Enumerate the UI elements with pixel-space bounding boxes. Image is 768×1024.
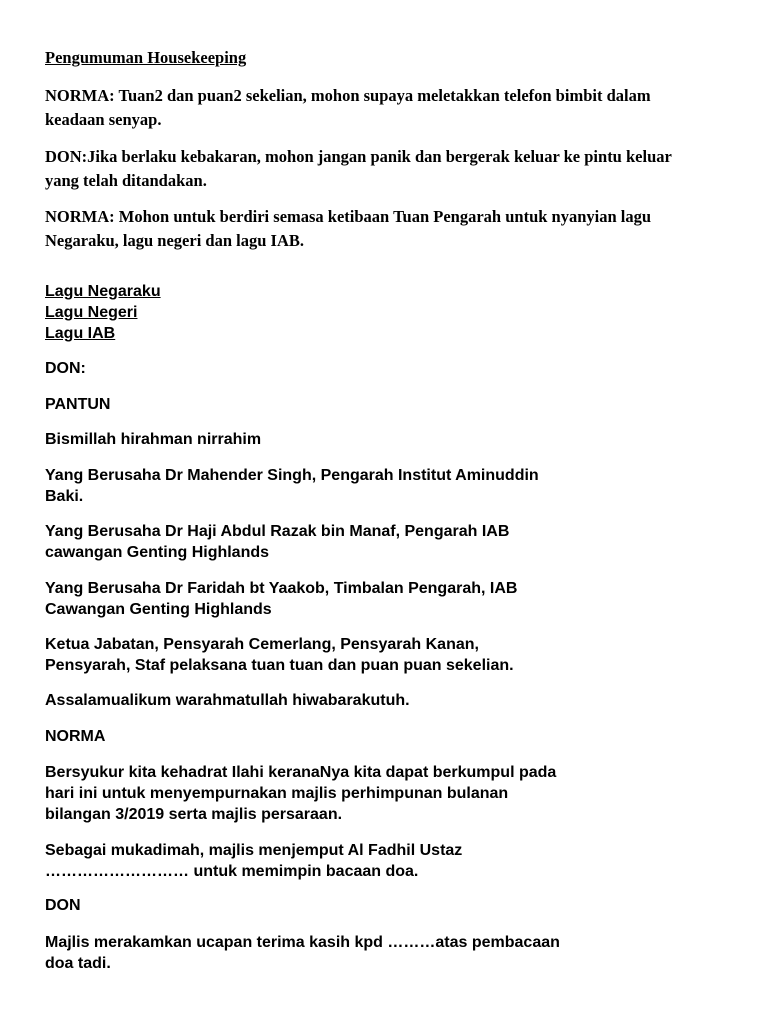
speaker-don-2: DON [45, 897, 81, 914]
paragraph-doa-invitation [45, 840, 462, 882]
paragraph-line: yang telah ditandakan. [45, 171, 207, 190]
paragraph-line: NORMA: Mohon untuk berdiri semasa ketibaan Tuan Pengarah untuk nyanyian lagu [45, 207, 652, 226]
paragraph-line: Negaraku, lagu negeri dan lagu IAB. [45, 231, 304, 250]
speaker-don: DON: [45, 360, 86, 377]
announcement-heading: Pengumuman Housekeeping [45, 48, 247, 67]
paragraph-line: Yang Berusaha Dr Mahender Singh, Pengarah Institut Aminuddin [45, 467, 539, 484]
paragraph-line: bilangan 3/2019 serta majlis persaraan. [45, 806, 343, 823]
paragraph-line: Yang Berusaha Dr Faridah bt Yaakob, Timbalan Pengarah, IAB [45, 580, 518, 597]
paragraph-line: NORMA: Tuan2 dan puan2 sekelian, mohon supaya meletakkan telefon bimbit dalam [45, 86, 651, 105]
paragraph-line: hari ini untuk menyempurnakan majlis perhimpunan bulanan [45, 785, 509, 802]
paragraph-line: Ketua Jabatan, Pensyarah Cemerlang, Pensyarah Kanan, [45, 636, 479, 653]
paragraph-line: cawangan Genting Highlands [45, 544, 270, 561]
bismillah-line: Bismillah hirahman nirrahim [45, 431, 262, 448]
song-item-negaraku: Lagu Negaraku [45, 283, 161, 300]
song-item-negeri: Lagu Negeri [45, 304, 138, 321]
speaker-norma: NORMA [45, 728, 106, 745]
paragraph-thanks [45, 932, 560, 974]
salam-line: Assalamualikum warahmatullah hiwabarakutuh. [45, 692, 410, 709]
greeting-staff [45, 634, 514, 676]
paragraph-line: Cawangan Genting Highlands [45, 601, 272, 618]
paragraph-line: Pensyarah, Staf pelaksana tuan tuan dan puan puan sekelian. [45, 657, 514, 674]
song-list [45, 281, 161, 344]
paragraph-line: keadaan senyap. [45, 110, 162, 129]
paragraph-line: ……………………… untuk memimpin bacaan doa. [45, 863, 419, 880]
paragraph-line: Majlis merakamkan ucapan terima kasih kpd ………atas pembacaan [45, 934, 560, 951]
paragraph-line: Bersyukur kita kehadrat Ilahi keranaNya kita dapat berkumpul pada [45, 764, 557, 781]
greeting-branch-director [45, 521, 509, 563]
paragraph-norma-anthem [45, 205, 651, 253]
paragraph-don-fire [45, 145, 672, 193]
paragraph-line: doa tadi. [45, 955, 111, 972]
paragraph-line: DON:Jika berlaku kebakaran, mohon jangan panik dan bergerak keluar ke pintu keluar [45, 147, 672, 166]
paragraph-line: Sebagai mukadimah, majlis menjemput Al Fadhil Ustaz [45, 842, 463, 859]
song-item-iab: Lagu IAB [45, 325, 116, 342]
greeting-director [45, 465, 539, 507]
pantun-label: PANTUN [45, 396, 111, 413]
greeting-deputy-director [45, 578, 517, 620]
paragraph-gratitude [45, 762, 556, 825]
paragraph-line: Yang Berusaha Dr Haji Abdul Razak bin Manaf, Pengarah IAB [45, 523, 510, 540]
paragraph-line: Baki. [45, 488, 84, 505]
paragraph-norma-phones [45, 84, 651, 132]
